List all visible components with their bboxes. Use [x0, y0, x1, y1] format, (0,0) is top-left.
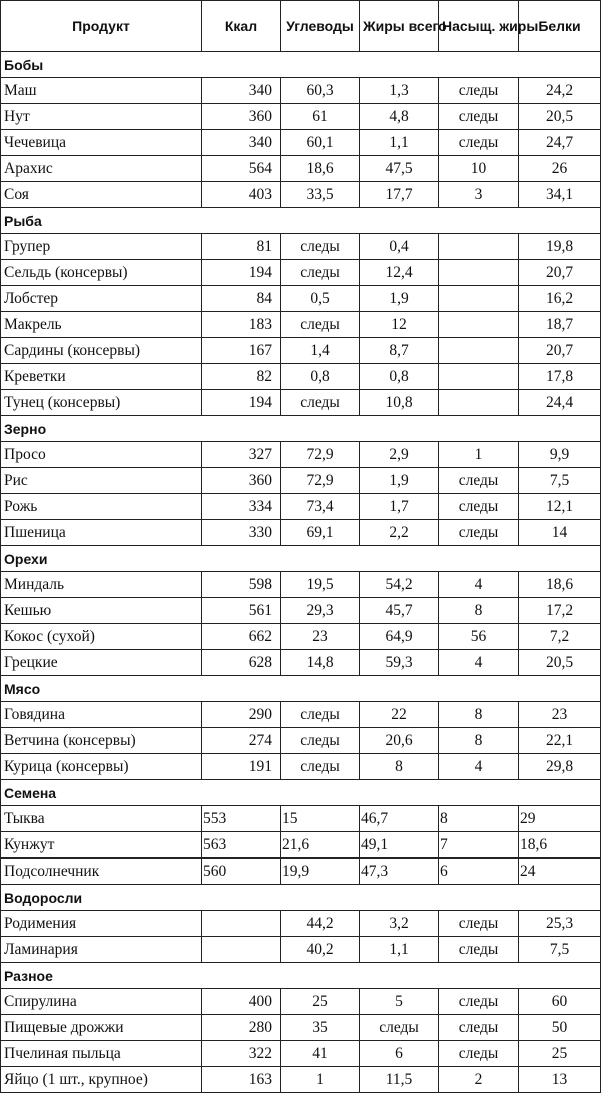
table-row	[1, 338, 601, 364]
cell-carbs: 61	[281, 104, 360, 130]
cell-fat: 1,3	[360, 78, 439, 104]
cell-fat: 8,7	[360, 338, 439, 364]
cell-saturated-fat: следы	[439, 911, 519, 937]
table-row	[1, 130, 601, 156]
cell-kcal: 553	[202, 806, 281, 832]
section-row	[1, 676, 601, 702]
section-row	[1, 546, 601, 572]
header-fat: Жиры всего	[360, 1, 439, 52]
table-row	[1, 858, 601, 885]
cell-fat: 2,2	[360, 520, 439, 546]
cell-fat: 10,8	[360, 390, 439, 416]
cell-carbs: следы	[281, 702, 360, 728]
cell-protein: 7,5	[519, 937, 601, 963]
cell-saturated-fat: 4	[439, 754, 519, 780]
cell-saturated-fat	[439, 390, 519, 416]
cell-kcal: 560	[202, 858, 281, 885]
cell-product: Говядина	[1, 702, 202, 728]
cell-carbs: 19,5	[281, 572, 360, 598]
cell-carbs: 60,3	[281, 78, 360, 104]
section-title: Зерно	[1, 416, 601, 442]
cell-kcal	[202, 911, 281, 937]
cell-kcal: 360	[202, 104, 281, 130]
table-row	[1, 624, 601, 650]
cell-product: Пищевые дрожжи	[1, 1015, 202, 1041]
table-row	[1, 312, 601, 338]
cell-protein: 29,8	[519, 754, 601, 780]
header-product: Продукт	[1, 1, 202, 52]
cell-fat: 8	[360, 754, 439, 780]
cell-kcal: 163	[202, 1067, 281, 1093]
cell-product: Ветчина (консервы)	[1, 728, 202, 754]
cell-fat: 2,9	[360, 442, 439, 468]
cell-kcal: 563	[202, 832, 281, 859]
section-row	[1, 963, 601, 989]
table-row	[1, 598, 601, 624]
cell-kcal: 334	[202, 494, 281, 520]
cell-carbs: 0,5	[281, 286, 360, 312]
table-row	[1, 260, 601, 286]
cell-product: Макрель	[1, 312, 202, 338]
cell-fat: 17,7	[360, 182, 439, 208]
cell-protein: 60	[519, 989, 601, 1015]
cell-protein: 7,2	[519, 624, 601, 650]
cell-protein: 7,5	[519, 468, 601, 494]
cell-protein: 25,3	[519, 911, 601, 937]
table-row	[1, 390, 601, 416]
cell-carbs: 21,6	[281, 832, 360, 859]
cell-protein: 20,5	[519, 104, 601, 130]
cell-saturated-fat: 7	[439, 832, 519, 859]
cell-saturated-fat: 1	[439, 442, 519, 468]
cell-saturated-fat	[439, 338, 519, 364]
cell-kcal: 340	[202, 130, 281, 156]
table-row	[1, 650, 601, 676]
cell-kcal: 327	[202, 442, 281, 468]
cell-protein: 24,2	[519, 78, 601, 104]
cell-carbs: следы	[281, 312, 360, 338]
table-row	[1, 989, 601, 1015]
table-row	[1, 806, 601, 832]
cell-fat: 20,6	[360, 728, 439, 754]
cell-protein: 22,1	[519, 728, 601, 754]
table-row	[1, 234, 601, 260]
cell-fat: 59,3	[360, 650, 439, 676]
cell-saturated-fat: 8	[439, 702, 519, 728]
cell-product: Кешью	[1, 598, 202, 624]
cell-saturated-fat: следы	[439, 520, 519, 546]
cell-saturated-fat	[439, 312, 519, 338]
cell-product: Групер	[1, 234, 202, 260]
section-row	[1, 416, 601, 442]
cell-kcal: 400	[202, 989, 281, 1015]
cell-kcal: 340	[202, 78, 281, 104]
cell-fat: 49,1	[360, 832, 439, 859]
cell-product: Арахис	[1, 156, 202, 182]
cell-kcal: 564	[202, 156, 281, 182]
section-row	[1, 52, 601, 78]
cell-saturated-fat: 4	[439, 572, 519, 598]
section-title: Орехи	[1, 546, 601, 572]
cell-fat: 12,4	[360, 260, 439, 286]
table-row	[1, 182, 601, 208]
header-row	[1, 1, 601, 52]
cell-saturated-fat: следы	[439, 468, 519, 494]
cell-carbs: 25	[281, 989, 360, 1015]
cell-carbs: 15	[281, 806, 360, 832]
table-row	[1, 104, 601, 130]
cell-product: Просо	[1, 442, 202, 468]
cell-fat: следы	[360, 1015, 439, 1041]
cell-carbs: 72,9	[281, 442, 360, 468]
cell-kcal: 322	[202, 1041, 281, 1067]
cell-saturated-fat: 8	[439, 728, 519, 754]
cell-protein: 13	[519, 1067, 601, 1093]
cell-carbs: 19,9	[281, 858, 360, 885]
cell-carbs: 35	[281, 1015, 360, 1041]
cell-protein: 19,8	[519, 234, 601, 260]
cell-saturated-fat: 8	[439, 806, 519, 832]
section-title: Водоросли	[1, 885, 601, 911]
cell-product: Сардины (консервы)	[1, 338, 202, 364]
cell-carbs: следы	[281, 390, 360, 416]
cell-product: Пшеница	[1, 520, 202, 546]
cell-saturated-fat: следы	[439, 1041, 519, 1067]
cell-protein: 24	[519, 858, 601, 885]
cell-fat: 0,4	[360, 234, 439, 260]
section-title: Разное	[1, 963, 601, 989]
cell-protein: 9,9	[519, 442, 601, 468]
cell-protein: 25	[519, 1041, 601, 1067]
cell-product: Подсолнечник	[1, 858, 202, 885]
cell-protein: 18,7	[519, 312, 601, 338]
cell-product: Сельдь (консервы)	[1, 260, 202, 286]
cell-saturated-fat: следы	[439, 104, 519, 130]
cell-fat: 47,3	[360, 858, 439, 885]
cell-saturated-fat: следы	[439, 937, 519, 963]
table-row	[1, 442, 601, 468]
section-row	[1, 208, 601, 234]
cell-carbs: 1	[281, 1067, 360, 1093]
cell-saturated-fat: 56	[439, 624, 519, 650]
cell-saturated-fat: следы	[439, 78, 519, 104]
header-kcal: Ккал	[202, 1, 281, 52]
cell-fat: 1,9	[360, 286, 439, 312]
cell-carbs: следы	[281, 260, 360, 286]
cell-fat: 64,9	[360, 624, 439, 650]
cell-protein: 16,2	[519, 286, 601, 312]
cell-kcal: 360	[202, 468, 281, 494]
table-row	[1, 1067, 601, 1093]
cell-saturated-fat: следы	[439, 1015, 519, 1041]
cell-kcal: 84	[202, 286, 281, 312]
cell-fat: 0,8	[360, 364, 439, 390]
cell-carbs: 23	[281, 624, 360, 650]
cell-kcal: 81	[202, 234, 281, 260]
cell-carbs: 14,8	[281, 650, 360, 676]
table-row	[1, 156, 601, 182]
table-row	[1, 468, 601, 494]
cell-saturated-fat: 3	[439, 182, 519, 208]
cell-saturated-fat: 2	[439, 1067, 519, 1093]
cell-protein: 24,7	[519, 130, 601, 156]
cell-kcal	[202, 937, 281, 963]
cell-product: Нут	[1, 104, 202, 130]
cell-carbs: 60,1	[281, 130, 360, 156]
cell-carbs: следы	[281, 234, 360, 260]
header-protein: Белки	[519, 1, 601, 52]
cell-product: Тыква	[1, 806, 202, 832]
table-row	[1, 286, 601, 312]
cell-product: Яйцо (1 шт., крупное)	[1, 1067, 202, 1093]
cell-protein: 20,7	[519, 260, 601, 286]
cell-saturated-fat: 6	[439, 858, 519, 885]
cell-kcal: 290	[202, 702, 281, 728]
table-row	[1, 937, 601, 963]
cell-fat: 5	[360, 989, 439, 1015]
header-carbs: Углеводы	[281, 1, 360, 52]
cell-protein: 20,5	[519, 650, 601, 676]
cell-product: Маш	[1, 78, 202, 104]
cell-carbs: 44,2	[281, 911, 360, 937]
cell-carbs: 40,2	[281, 937, 360, 963]
cell-saturated-fat: следы	[439, 130, 519, 156]
table-header	[1, 1, 601, 52]
cell-product: Лобстер	[1, 286, 202, 312]
cell-saturated-fat	[439, 286, 519, 312]
cell-saturated-fat	[439, 260, 519, 286]
cell-protein: 34,1	[519, 182, 601, 208]
cell-saturated-fat	[439, 234, 519, 260]
cell-product: Миндаль	[1, 572, 202, 598]
cell-kcal: 628	[202, 650, 281, 676]
cell-saturated-fat: 10	[439, 156, 519, 182]
cell-product: Рис	[1, 468, 202, 494]
cell-protein: 17,8	[519, 364, 601, 390]
cell-protein: 50	[519, 1015, 601, 1041]
section-title: Бобы	[1, 52, 601, 78]
cell-saturated-fat: 4	[439, 650, 519, 676]
cell-kcal: 561	[202, 598, 281, 624]
cell-product: Родимения	[1, 911, 202, 937]
cell-protein: 17,2	[519, 598, 601, 624]
cell-carbs: 1,4	[281, 338, 360, 364]
cell-product: Тунец (консервы)	[1, 390, 202, 416]
cell-carbs: 41	[281, 1041, 360, 1067]
cell-fat: 45,7	[360, 598, 439, 624]
cell-fat: 46,7	[360, 806, 439, 832]
cell-fat: 11,5	[360, 1067, 439, 1093]
cell-fat: 1,1	[360, 937, 439, 963]
cell-protein: 23	[519, 702, 601, 728]
table-row	[1, 702, 601, 728]
table-row	[1, 364, 601, 390]
cell-protein: 24,4	[519, 390, 601, 416]
cell-carbs: 18,6	[281, 156, 360, 182]
section-row	[1, 780, 601, 806]
section-row	[1, 885, 601, 911]
cell-product: Ламинария	[1, 937, 202, 963]
cell-kcal: 194	[202, 260, 281, 286]
cell-carbs: 33,5	[281, 182, 360, 208]
cell-protein: 20,7	[519, 338, 601, 364]
cell-protein: 14	[519, 520, 601, 546]
cell-fat: 4,8	[360, 104, 439, 130]
cell-kcal: 274	[202, 728, 281, 754]
cell-product: Грецкие	[1, 650, 202, 676]
cell-fat: 12	[360, 312, 439, 338]
cell-fat: 1,7	[360, 494, 439, 520]
cell-fat: 22	[360, 702, 439, 728]
cell-carbs: следы	[281, 754, 360, 780]
cell-product: Креветки	[1, 364, 202, 390]
cell-saturated-fat: следы	[439, 494, 519, 520]
cell-protein: 26	[519, 156, 601, 182]
cell-product: Чечевица	[1, 130, 202, 156]
table-row	[1, 572, 601, 598]
cell-kcal: 662	[202, 624, 281, 650]
cell-carbs: 72,9	[281, 468, 360, 494]
cell-kcal: 194	[202, 390, 281, 416]
cell-protein: 18,6	[519, 572, 601, 598]
table-row	[1, 1041, 601, 1067]
cell-kcal: 403	[202, 182, 281, 208]
section-title: Семена	[1, 780, 601, 806]
cell-carbs: 73,4	[281, 494, 360, 520]
table-row	[1, 754, 601, 780]
cell-kcal: 191	[202, 754, 281, 780]
table-row	[1, 1015, 601, 1041]
cell-fat: 1,1	[360, 130, 439, 156]
cell-product: Рожь	[1, 494, 202, 520]
cell-saturated-fat: 8	[439, 598, 519, 624]
cell-protein: 18,6	[519, 832, 601, 859]
cell-fat: 47,5	[360, 156, 439, 182]
header-saturated-fat: Насыщ. жиры	[439, 1, 519, 52]
cell-protein: 12,1	[519, 494, 601, 520]
cell-saturated-fat	[439, 364, 519, 390]
table-row	[1, 494, 601, 520]
cell-fat: 3,2	[360, 911, 439, 937]
cell-product: Кунжут	[1, 832, 202, 859]
cell-kcal: 183	[202, 312, 281, 338]
cell-product: Кокос (сухой)	[1, 624, 202, 650]
cell-carbs: следы	[281, 728, 360, 754]
table-row	[1, 911, 601, 937]
cell-carbs: 29,3	[281, 598, 360, 624]
cell-fat: 6	[360, 1041, 439, 1067]
cell-protein: 29	[519, 806, 601, 832]
cell-fat: 1,9	[360, 468, 439, 494]
table-row	[1, 520, 601, 546]
table-body	[1, 52, 601, 1093]
cell-kcal: 330	[202, 520, 281, 546]
table-row	[1, 78, 601, 104]
cell-kcal: 280	[202, 1015, 281, 1041]
cell-product: Пчелиная пыльца	[1, 1041, 202, 1067]
cell-fat: 54,2	[360, 572, 439, 598]
cell-product: Курица (консервы)	[1, 754, 202, 780]
cell-kcal: 167	[202, 338, 281, 364]
section-title: Мясо	[1, 676, 601, 702]
cell-kcal: 598	[202, 572, 281, 598]
table-row	[1, 728, 601, 754]
cell-kcal: 82	[202, 364, 281, 390]
cell-carbs: 69,1	[281, 520, 360, 546]
cell-saturated-fat: следы	[439, 989, 519, 1015]
cell-product: Спирулина	[1, 989, 202, 1015]
cell-carbs: 0,8	[281, 364, 360, 390]
section-title: Рыба	[1, 208, 601, 234]
table-row	[1, 832, 601, 859]
cell-product: Соя	[1, 182, 202, 208]
